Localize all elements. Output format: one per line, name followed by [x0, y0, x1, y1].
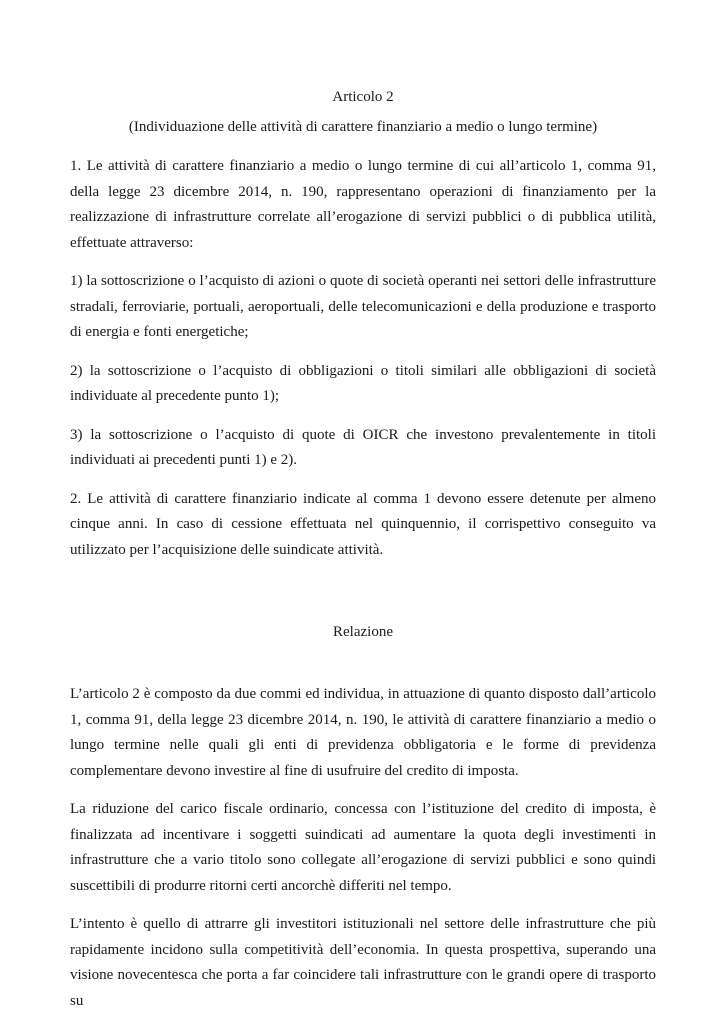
article-paragraph-3: 2) la sottoscrizione o l’acquisto di obbligazioni o titoli similari alle obbligazioni di società individuate al precedente punto 1); — [70, 362, 656, 404]
article-paragraph-4: 3) la sottoscrizione o l’acquisto di quote di OICR che investono prevalentemente in titoli individuati ai precedenti punti 1) e 2). — [70, 426, 656, 468]
article-subtitle: (Individuazione delle attività di carattere finanziario a medio o lungo termine) — [128, 119, 598, 135]
report-paragraph-2: La riduzione del carico fiscale ordinario, concessa con l’istituzione del credito di imposta, è finalizzata ad incentivare i soggetti suindicati ad aumentare la quota degli investimenti in infrastrutture che a vario titolo sono collegate all’erogazione di servizi pubblici e sono quindi suscettibili di produrre ritorni certi ancorchè differiti nel tempo. — [70, 801, 656, 894]
article-paragraph-2: 1) la sottoscrizione o l’acquisto di azioni o quote di società operanti nei settori delle infrastrutture stradali, ferroviarie, portuali, aeroportuali, delle telecomunicazioni e della produzione e trasporto di energia e fonti energetiche; — [70, 273, 656, 340]
document-page — [70, 84, 656, 1014]
article-title: Articolo 2 — [332, 89, 394, 105]
report-title: Relazione — [333, 624, 393, 640]
article-paragraph-5: 2. Le attività di carattere finanziario indicate al comma 1 devono essere detenute per almeno cinque anni. In caso di cessione effettuata nel quinquennio, il corrispettivo conseguito va utilizzato per l’acquisizione delle suindicate attività. — [70, 490, 656, 558]
report-paragraph-3: L’intento è quello di attrarre gli investitori istituzionali nel settore delle infrastrutture che più rapidamente incidono sulla competitività dell’economia. In questa prospettiva, superando una visione novecentesca che porta a far coincidere tali infrastrutture con le grandi opere di trasporto su — [70, 916, 656, 1009]
report-paragraph-1: L’articolo 2 è composto da due commi ed individua, in attuazione di quanto disposto dall’articolo 1, comma 91, della legge 23 dicembre 2014, n. 190, le attività di carattere finanziario a medio o lungo termine nelle quali gli enti di previdenza obbligatoria e le forme di previdenza complementare devono investire al fine di usufruire del credito di imposta. — [70, 686, 656, 779]
article-paragraph-1: 1. Le attività di carattere finanziario a medio o lungo termine di cui all’articolo 1, comma 91, della legge 23 dicembre 2014, n. 190, rappresentano operazioni di finanziamento per la realizzazione di infrastrutture correlate all’erogazione di servizi pubblici o di pubblica utilità, effettuate attraverso: — [70, 158, 656, 251]
